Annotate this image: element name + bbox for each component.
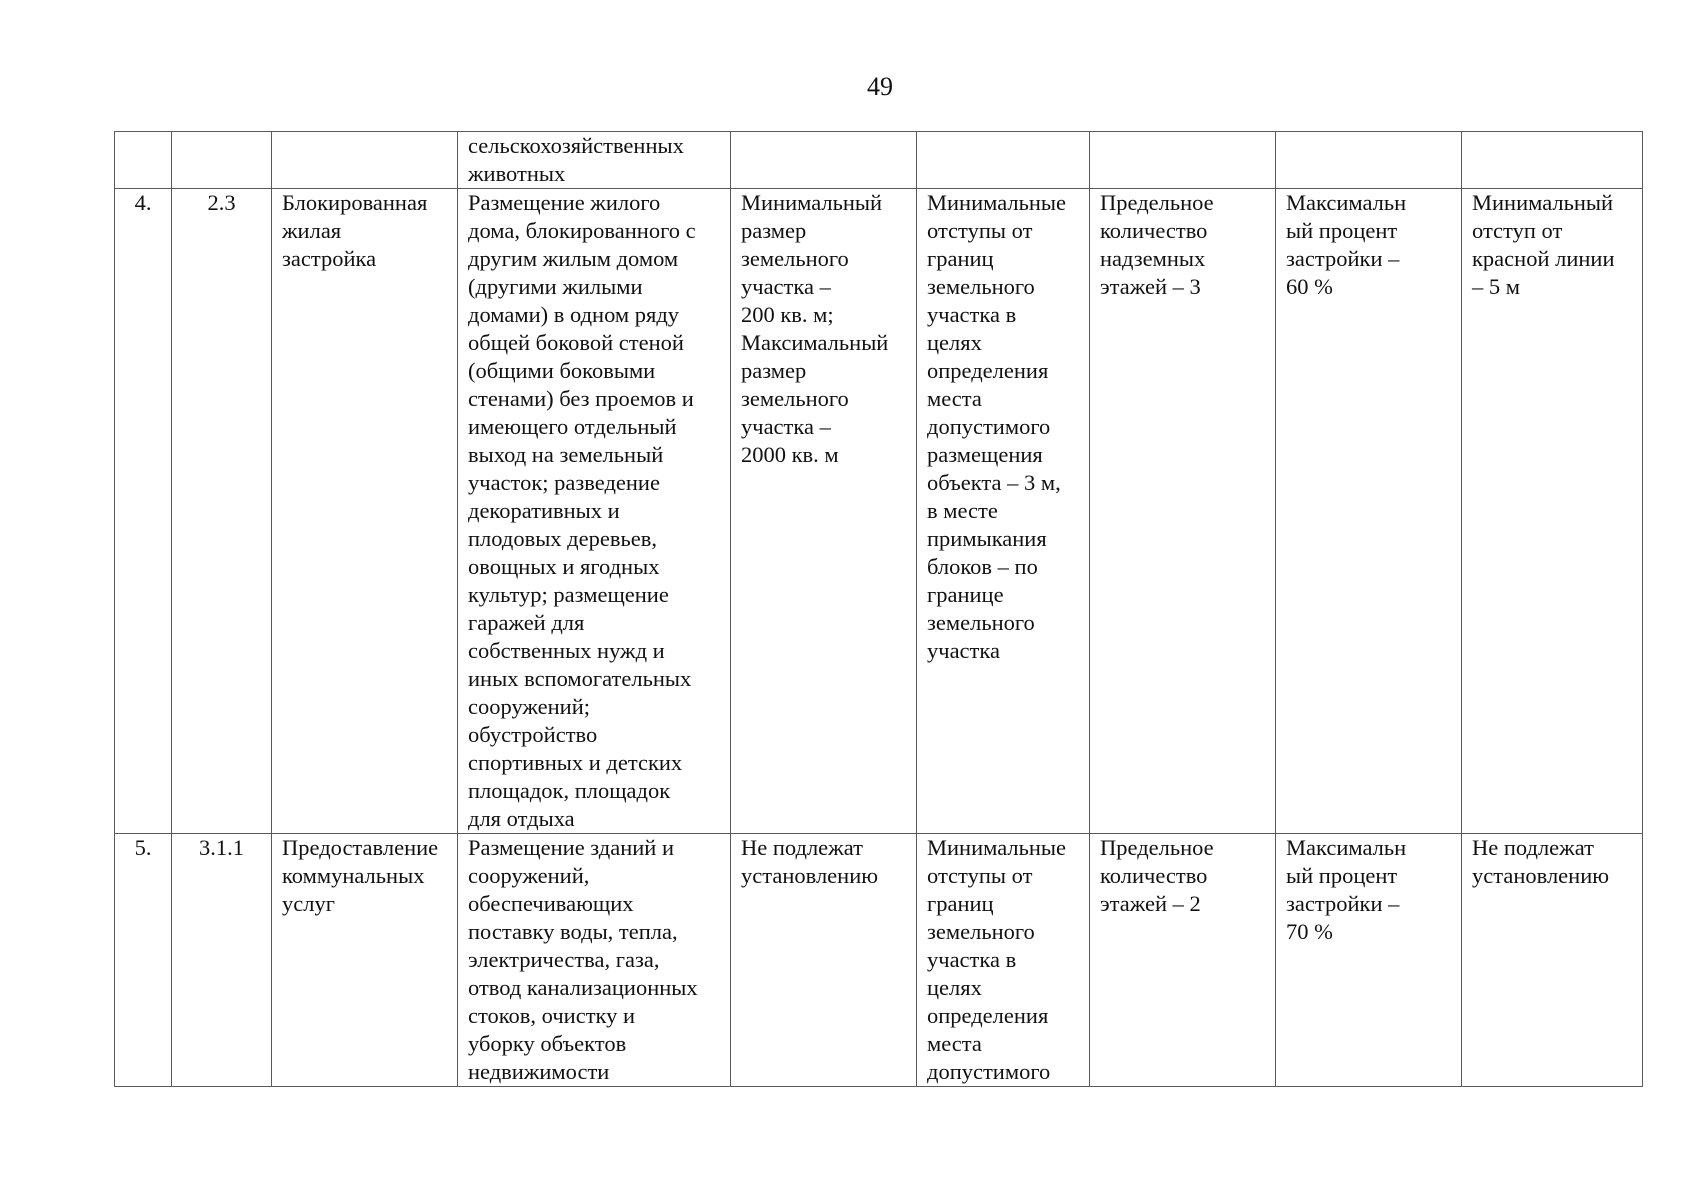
cell-code xyxy=(172,132,272,189)
cell-description: сельскохозяйственных животных xyxy=(458,132,731,189)
cell-red-line: Минимальный отступ от красной линии – 5 м xyxy=(1462,189,1643,834)
cell-description: Размещение зданий и сооружений, обеспечивающих поставку воды, тепла, электричества, газа, отвод канализационных стоков, очистку и уборку объектов недвижимости xyxy=(458,834,731,1087)
cell-floors: Предельное количество этажей – 2 xyxy=(1090,834,1276,1087)
cell-floors: Предельное количество надземных этажей – 3 xyxy=(1090,189,1276,834)
table-row xyxy=(115,132,1643,189)
cell-floors xyxy=(1090,132,1276,189)
page-number: 49 xyxy=(867,72,893,101)
cell-code: 2.3 xyxy=(172,189,272,834)
cell-setbacks: Минимальные отступы от границ земельного участка в целях определения места допустимого размещения объекта – 3 м, в месте примыкания блоков – по границе земельного участка xyxy=(917,189,1090,834)
cell-plot-size: Не подлежат установлению xyxy=(731,834,917,1087)
cell-setbacks: Минимальные отступы от границ земельного участка в целях определения места допустимого xyxy=(917,834,1090,1087)
cell-red-line xyxy=(1462,132,1643,189)
cell-coverage: Максимальн ый процент застройки – 60 % xyxy=(1276,189,1462,834)
table-row xyxy=(115,834,1643,1087)
cell-name: Предоставление коммунальных услуг xyxy=(272,834,458,1087)
cell-description: Размещение жилого дома, блокированного с другим жилым домом (другими жилыми домами) в одном ряду общей боковой стеной (общими боковыми стенами) без проемов и имеющего отдельный выход на земельный участок; разведение декоративных и плодовых деревьев, овощных и ягодных культур; размещение гаражей для собственных нужд и иных вспомогательных сооружений; обустройство спортивных и детских площадок, площадок для отдыха xyxy=(458,189,731,834)
cell-number: 4. xyxy=(115,189,172,834)
cell-code: 3.1.1 xyxy=(172,834,272,1087)
table-row xyxy=(115,189,1643,834)
cell-red-line: Не подлежат установлению xyxy=(1462,834,1643,1087)
cell-name xyxy=(272,132,458,189)
cell-setbacks xyxy=(917,132,1090,189)
cell-plot-size xyxy=(731,132,917,189)
cell-number xyxy=(115,132,172,189)
cell-coverage: Максимальн ый процент застройки – 70 % xyxy=(1276,834,1462,1087)
cell-coverage xyxy=(1276,132,1462,189)
cell-plot-size: Минимальный размер земельного участка – 200 кв. м; Максимальный размер земельного участка – 2000 кв. м xyxy=(731,189,917,834)
cell-number: 5. xyxy=(115,834,172,1087)
cell-name: Блокированная жилая застройка xyxy=(272,189,458,834)
zoning-table xyxy=(114,131,1643,1087)
